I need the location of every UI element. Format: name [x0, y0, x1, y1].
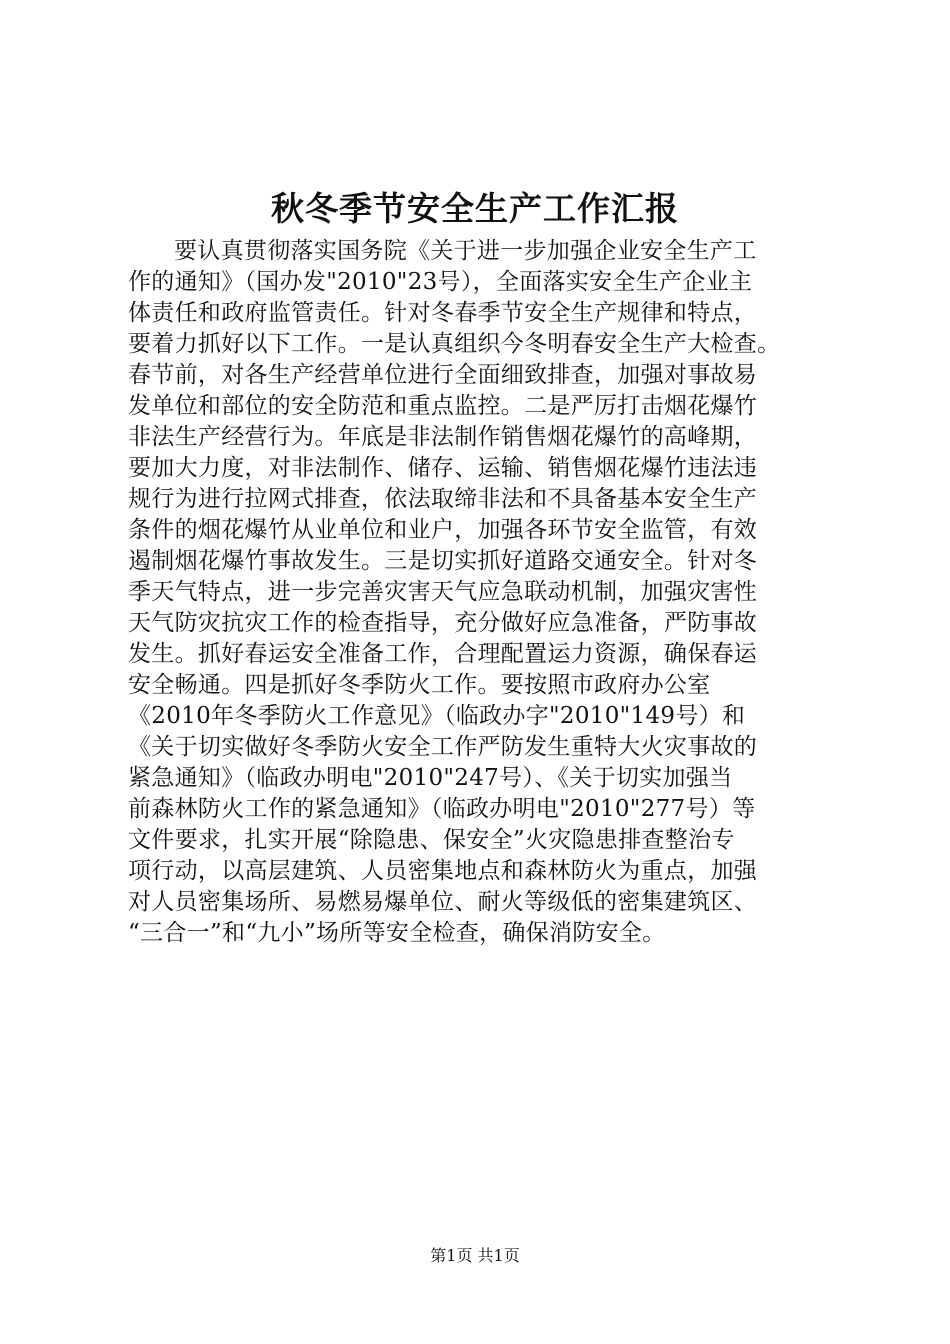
- body-text-line: 季天气特点，进一步完善灾害天气应急联动机制，加强灾害性: [128, 579, 758, 605]
- body-text-line: 非法生产经营行为。年底是非法制作销售烟花爆竹的高峰期，: [128, 424, 758, 450]
- document-title: 秋冬季节安全生产工作汇报: [271, 189, 679, 228]
- body-text-line: 天气防灾抗灾工作的检查指导，充分做好应急准备，严防事故: [128, 610, 758, 636]
- page-footer: 第1页 共1页: [430, 1246, 520, 1265]
- body-text-line: 条件的烟花爆竹从业单位和业户，加强各环节安全监管，有效: [128, 517, 758, 543]
- body-text-line: 遏制烟花爆竹事故发生。三是切实抓好道路交通安全。针对冬: [128, 548, 758, 574]
- body-text-line: 要着力抓好以下工作。一是认真组织今冬明春安全生产大检查。: [128, 331, 781, 357]
- body-text-line: 前森林防火工作的紧急通知》（临政办明电"2010"277号）等: [128, 796, 756, 822]
- document-body: [128, 236, 848, 949]
- body-text-line: 《关于切实做好冬季防火安全工作严防发生重特大火灾事故的: [128, 734, 758, 760]
- body-text-line: 发生。抓好春运安全准备工作，合理配置运力资源，确保春运: [128, 641, 758, 667]
- body-text-line: 文件要求，扎实开展“除隐患、保安全”火灾隐患排查整治专: [128, 827, 735, 853]
- body-text-line: “三合一”和“九小”场所等安全检查，确保消防安全。: [128, 920, 666, 946]
- body-text-line: 《2010年冬季防火工作意见》（临政办字"2010"149号）和: [128, 703, 746, 729]
- body-text-line: 安全畅通。四是抓好冬季防火工作。要按照市政府办公室: [128, 672, 711, 698]
- body-text-line: 对人员密集场所、易燃易爆单位、耐火等级低的密集建筑区、: [128, 889, 758, 915]
- body-text-line: 作的通知》（国办发"2010"23号），全面落实安全生产企业主: [128, 269, 753, 295]
- body-text-line: 要认真贯彻落实国务院《关于进一步加强企业安全生产工: [174, 238, 757, 264]
- body-text-line: 体责任和政府监管责任。针对冬春季节安全生产规律和特点，: [128, 300, 758, 326]
- body-text-line: 紧急通知》（临政办明电"2010"247号）、《关于切实加强当: [128, 765, 733, 791]
- body-text-line: 要加大力度，对非法制作、储存、运输、销售烟花爆竹违法违: [128, 455, 758, 481]
- body-text-line: 春节前，对各生产经营单位进行全面细致排查，加强对事故易: [128, 362, 758, 388]
- body-text-line: 项行动，以高层建筑、人员密集地点和森林防火为重点，加强: [128, 858, 758, 884]
- body-text-line: 规行为进行拉网式排查，依法取缔非法和不具备基本安全生产: [128, 486, 758, 512]
- body-text-line: 发单位和部位的安全防范和重点监控。二是严厉打击烟花爆竹: [128, 393, 758, 419]
